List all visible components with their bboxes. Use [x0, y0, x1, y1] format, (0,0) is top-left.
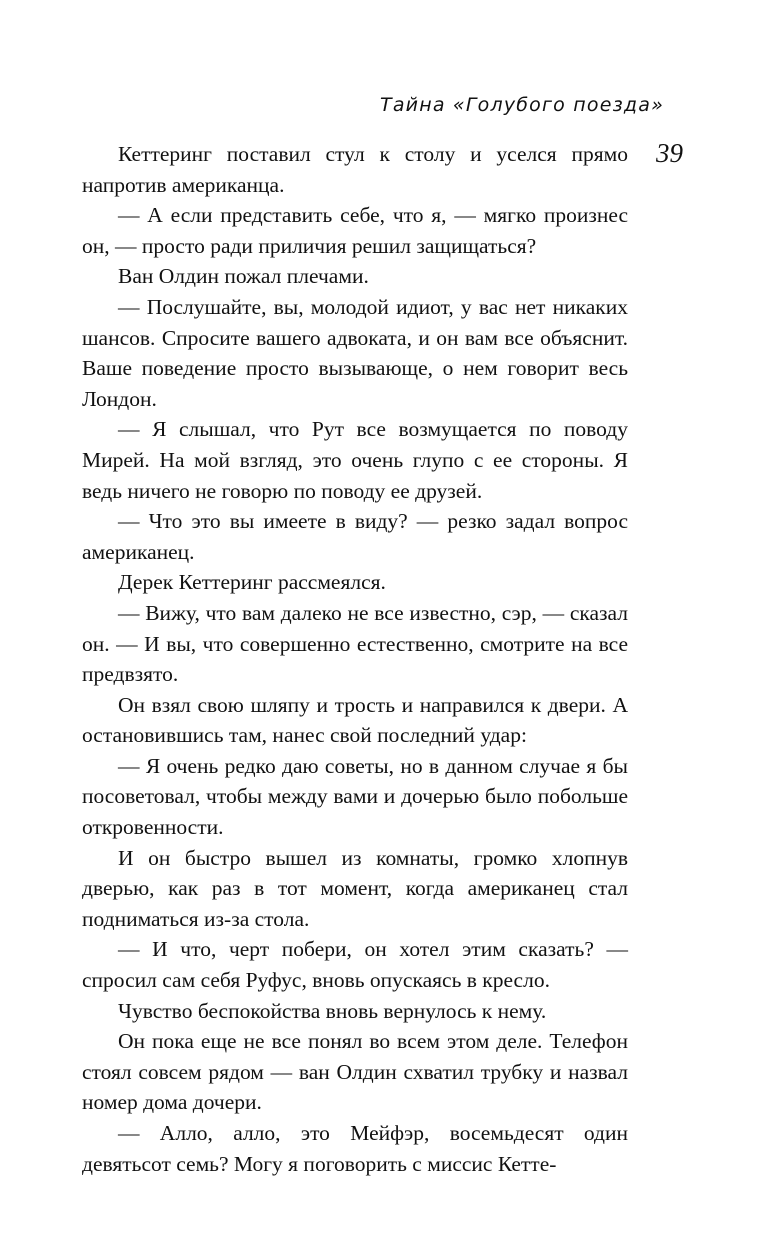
paragraph: И он быстро вышел из комнаты, громко хлопнув дверью, как раз в тот момент, когда американец стал подниматься из-за стола. — [82, 845, 628, 931]
paragraph: — А если представить себе, что я, — мягко произнес он, — просто ради приличия решил защищаться? — [82, 203, 628, 258]
page-number: 39 — [656, 138, 683, 168]
paragraph: — Я слышал, что Рут все возмущается по поводу Мирей. На мой взгляд, это очень глупо с ее стороны. Я ведь ничего не говорю по поводу ее друзей. — [82, 417, 628, 503]
paragraph: — И что, черт побери, он хотел этим сказать? — спросил сам себя Руфус, вновь опускаясь в кресло. — [82, 937, 628, 993]
paragraph: Он взял свою шляпу и трость и направился к двери. А остановившись там, нанес свой последний удар: — [82, 692, 628, 748]
paragraph: — Я очень редко даю советы, но в данном случае я бы посоветовал, чтобы между вами и дочерью было побольше откровенности. — [82, 753, 628, 840]
paragraph: Кеттеринг поставил стул к столу и уселся прямо напротив американца. — [82, 142, 628, 197]
paragraph: Ван Олдин пожал плечами. — [118, 264, 369, 289]
paragraph: Чувство беспокойства вновь вернулось к нему. — [118, 998, 547, 1023]
running-title: Тайна «Голубого поезда» — [380, 94, 664, 116]
paragraph: — Что это вы имеете в виду? — резко задал вопрос американец. — [82, 509, 628, 564]
paragraph: — Послушайте, вы, молодой идиот, у вас нет никаких шансов. Спросите вашего адвоката, и он вам все объяснит. Ваше поведение просто вызывающе, о нем говорит весь Лондон. — [82, 294, 628, 411]
paragraph: — Вижу, что вам далеко не все известно, сэр, — сказал он. — И вы, что совершенно естественно, смотрите на все предвзято. — [82, 600, 628, 687]
body-text — [82, 139, 628, 1179]
paragraph: Дерек Кеттеринг рассмеялся. — [118, 570, 386, 595]
paragraph: — Алло, алло, это Мейфэр, восемьдесят один девятьсот семь? Могу я поговорить с миссис Кетте- — [82, 1121, 628, 1176]
paragraph: Он пока еще не все понял во всем этом деле. Телефон стоял совсем рядом — ван Олдин схватил трубку и назвал номер дома дочери. — [82, 1029, 628, 1115]
